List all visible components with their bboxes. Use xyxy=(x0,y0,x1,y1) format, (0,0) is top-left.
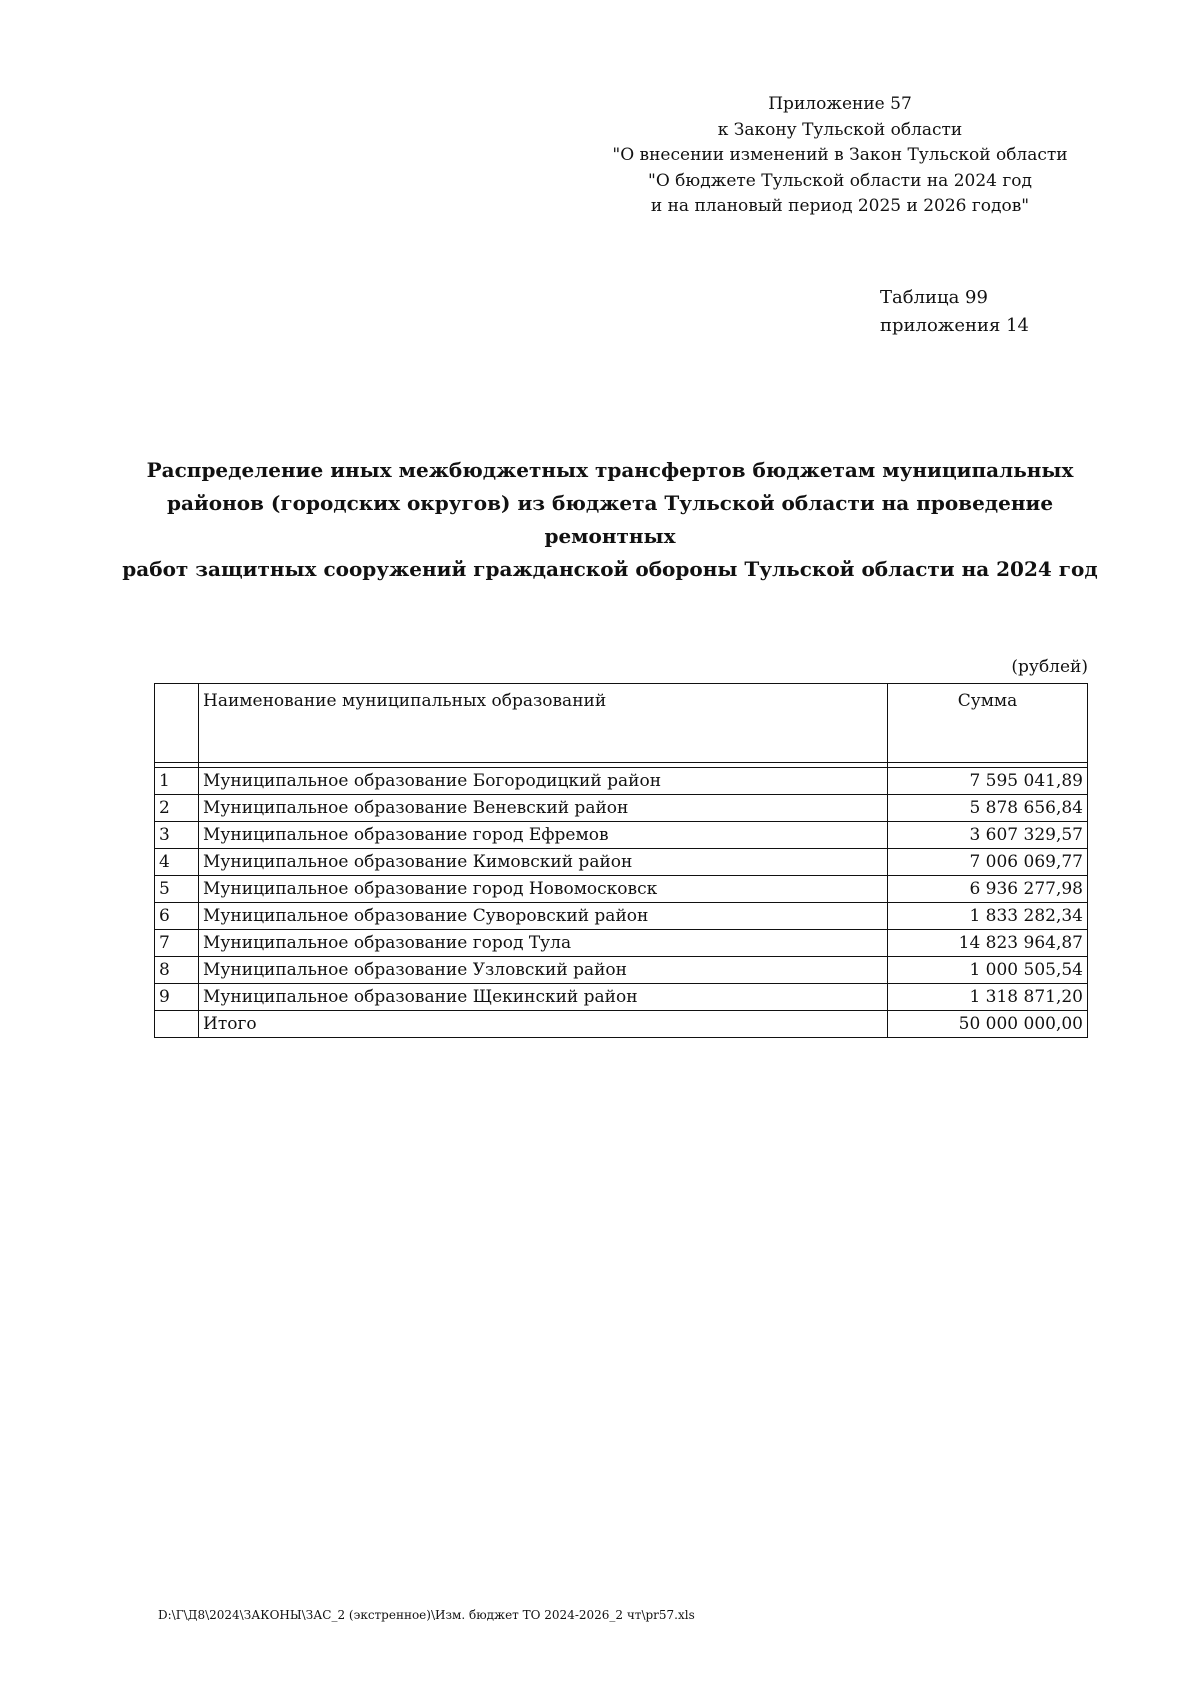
table-row xyxy=(155,903,1088,930)
appendix-line: и на плановый период 2025 и 2026 годов" xyxy=(650,196,1030,216)
table-total-row xyxy=(155,1011,1088,1038)
row-name: Муниципальное образование Веневский район xyxy=(199,795,888,822)
row-number: 2 xyxy=(155,795,199,822)
table-row xyxy=(155,795,1088,822)
table-row xyxy=(155,822,1088,849)
table-number: Таблица 99 xyxy=(880,287,988,308)
row-name: Муниципальное образование город Тула xyxy=(199,930,888,957)
row-name: Муниципальное образование Узловский район xyxy=(199,957,888,984)
table-header-row xyxy=(155,684,1088,763)
appendix-line: Приложение 57 xyxy=(768,94,912,114)
row-sum: 1 000 505,54 xyxy=(888,957,1088,984)
row-number: 7 xyxy=(155,930,199,957)
header-number xyxy=(155,684,199,763)
title-line: районов (городских округов) из бюджета Тульской области на проведение ремонтных xyxy=(166,491,1054,548)
row-name: Муниципальное образование город Ефремов xyxy=(199,822,888,849)
appendix-line: "О внесении изменений в Закон Тульской области xyxy=(612,145,1068,165)
row-name: Муниципальное образование Богородицкий район xyxy=(199,768,888,795)
row-number: 6 xyxy=(155,903,199,930)
table-row xyxy=(155,768,1088,795)
header-name: Наименование муниципальных образований xyxy=(199,684,888,763)
title-line: Распределение иных межбюджетных трансфертов бюджетам муниципальных xyxy=(146,458,1074,482)
row-number: 5 xyxy=(155,876,199,903)
row-sum: 3 607 329,57 xyxy=(888,822,1088,849)
appendix-line: к Закону Тульской области xyxy=(717,119,963,140)
row-sum: 1 833 282,34 xyxy=(888,903,1088,930)
row-number: 9 xyxy=(155,984,199,1011)
appendix-line: "О бюджете Тульской области на 2024 год xyxy=(648,170,1032,191)
row-sum: 7 006 069,77 xyxy=(888,849,1088,876)
table-row xyxy=(155,957,1088,984)
row-name: Муниципальное образование город Новомосковск xyxy=(199,876,888,903)
table-row xyxy=(155,930,1088,957)
row-number: 4 xyxy=(155,849,199,876)
row-sum: 7 595 041,89 xyxy=(888,768,1088,795)
row-sum: 1 318 871,20 xyxy=(888,984,1088,1011)
total-number xyxy=(155,1011,199,1038)
appendix-header xyxy=(590,92,1090,220)
table-reference xyxy=(880,284,1029,340)
total-sum: 50 000 000,00 xyxy=(888,1011,1088,1038)
table-row xyxy=(155,849,1088,876)
total-label: Итого xyxy=(199,1011,888,1038)
row-sum: 6 936 277,98 xyxy=(888,876,1088,903)
row-number: 3 xyxy=(155,822,199,849)
document-title xyxy=(110,454,1110,586)
row-number: 1 xyxy=(155,768,199,795)
row-number: 8 xyxy=(155,957,199,984)
distribution-table xyxy=(154,683,1088,1038)
row-sum: 5 878 656,84 xyxy=(888,795,1088,822)
header-sum: Сумма xyxy=(888,684,1088,763)
file-path-footer: D:\Г\Д8\2024\ЗАКОНЫ\ЗАС_2 (экстренное)\Изм. бюджет ТО 2024-2026_2 чт\pr57.xls xyxy=(158,1608,695,1622)
title-line: работ защитных сооружений гражданской обороны Тульской области на 2024 год xyxy=(122,557,1098,581)
table-row xyxy=(155,876,1088,903)
row-sum: 14 823 964,87 xyxy=(888,930,1088,957)
table-row xyxy=(155,984,1088,1011)
units-label: (рублей) xyxy=(1011,657,1088,677)
row-name: Муниципальное образование Суворовский район xyxy=(199,903,888,930)
row-name: Муниципальное образование Щекинский район xyxy=(199,984,888,1011)
appendix-number: приложения 14 xyxy=(880,315,1029,336)
row-name: Муниципальное образование Кимовский район xyxy=(199,849,888,876)
